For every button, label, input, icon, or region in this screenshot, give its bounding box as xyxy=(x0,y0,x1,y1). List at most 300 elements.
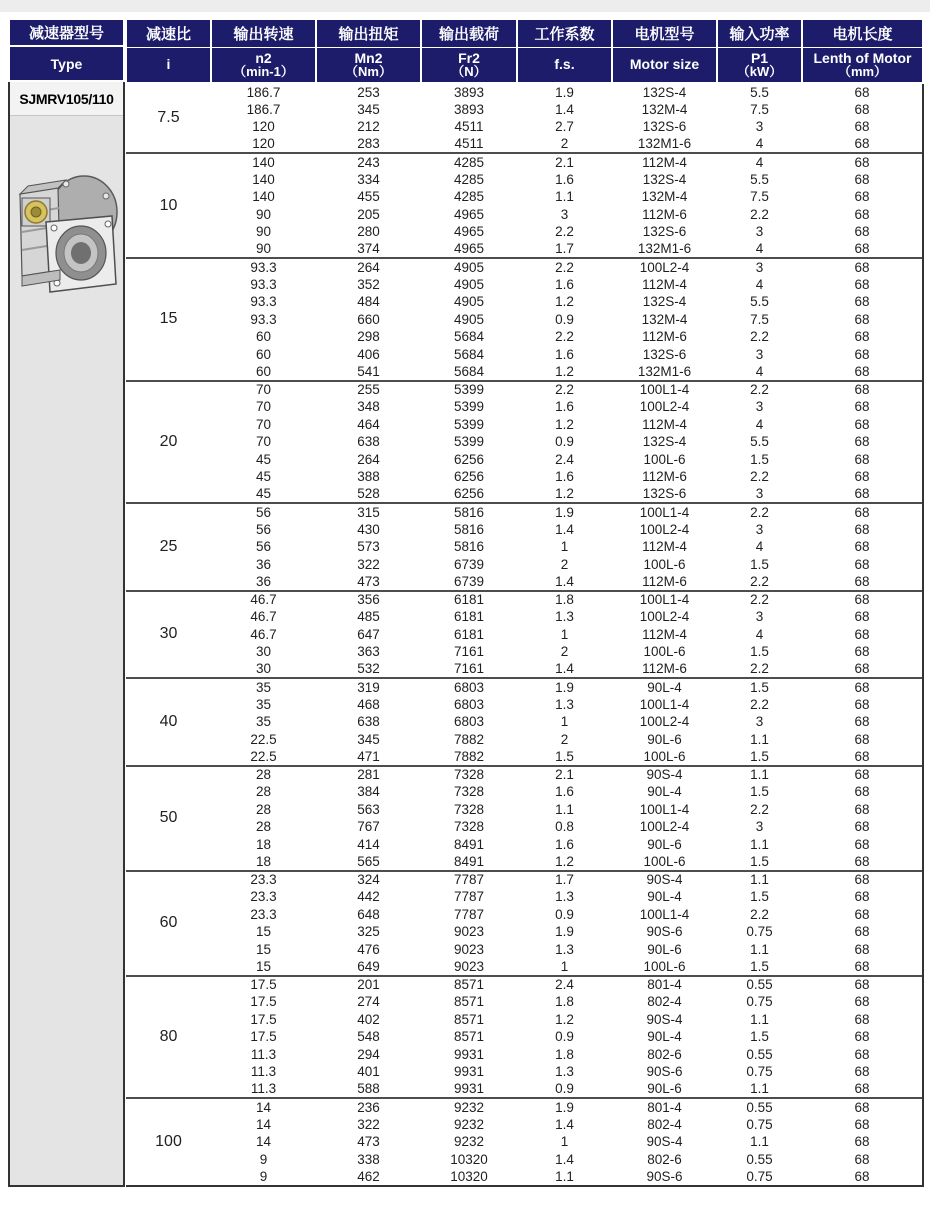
cell-n2: 14 xyxy=(211,1098,316,1116)
cell-fs: 1 xyxy=(517,713,612,731)
cell-mn2: 401 xyxy=(316,1063,421,1081)
cell-mn2: 485 xyxy=(316,608,421,626)
ratio-cell: 40 xyxy=(126,678,211,766)
cell-fr2: 9023 xyxy=(421,958,517,976)
cell-n2: 70 xyxy=(211,381,316,399)
cell-fs: 1.9 xyxy=(517,1098,612,1116)
cell-p1: 4 xyxy=(717,276,802,294)
cell-mn2: 348 xyxy=(316,398,421,416)
cell-p1: 0.75 xyxy=(717,1168,802,1186)
cell-p1: 1.5 xyxy=(717,853,802,871)
cell-motor-size: 100L-6 xyxy=(612,451,717,469)
cell-fs: 1.2 xyxy=(517,363,612,381)
cell-motor-size: 132S-4 xyxy=(612,171,717,189)
cell-fr2: 9931 xyxy=(421,1063,517,1081)
cell-fs: 1.4 xyxy=(517,1151,612,1169)
cell-fs: 1.2 xyxy=(517,293,612,311)
cell-fr2: 4511 xyxy=(421,118,517,136)
cell-motor-length: 68 xyxy=(802,748,923,766)
cell-motor-length: 68 xyxy=(802,83,923,101)
cell-motor-size: 801-4 xyxy=(612,1098,717,1116)
cell-n2: 23.3 xyxy=(211,906,316,924)
cell-motor-length: 68 xyxy=(802,258,923,276)
cell-fr2: 3893 xyxy=(421,101,517,119)
cell-p1: 3 xyxy=(717,258,802,276)
cell-p1: 1.1 xyxy=(717,871,802,889)
cell-n2: 46.7 xyxy=(211,591,316,609)
cell-fr2: 7328 xyxy=(421,783,517,801)
cell-p1: 1.1 xyxy=(717,766,802,784)
cell-motor-size: 90L-4 xyxy=(612,678,717,696)
cell-fr2: 5399 xyxy=(421,416,517,434)
cell-motor-size: 132S-6 xyxy=(612,486,717,504)
cell-fr2: 4285 xyxy=(421,171,517,189)
table-row xyxy=(126,171,923,189)
cell-fs: 1 xyxy=(517,1133,612,1151)
cell-motor-size: 132S-4 xyxy=(612,293,717,311)
cell-motor-size: 100L-6 xyxy=(612,853,717,871)
cell-p1: 4 xyxy=(717,153,802,171)
cell-fr2: 6181 xyxy=(421,608,517,626)
table-row xyxy=(126,433,923,451)
cell-fr2: 9023 xyxy=(421,941,517,959)
cell-motor-size: 90S-4 xyxy=(612,1011,717,1029)
table-row xyxy=(126,976,923,994)
cell-motor-size: 90S-6 xyxy=(612,923,717,941)
model-name: SJMRV105/110 xyxy=(10,82,123,116)
cell-p1: 3 xyxy=(717,346,802,364)
cell-fr2: 5399 xyxy=(421,433,517,451)
table-row xyxy=(126,766,923,784)
cell-p1: 2.2 xyxy=(717,906,802,924)
cell-motor-length: 68 xyxy=(802,906,923,924)
cell-p1: 0.55 xyxy=(717,1046,802,1064)
table-row xyxy=(126,923,923,941)
cell-fr2: 8571 xyxy=(421,1011,517,1029)
cell-n2: 70 xyxy=(211,398,316,416)
cell-fs: 0.9 xyxy=(517,311,612,329)
cell-fr2: 4965 xyxy=(421,223,517,241)
cell-p1: 2.2 xyxy=(717,328,802,346)
cell-mn2: 255 xyxy=(316,381,421,399)
cell-fs: 1.7 xyxy=(517,871,612,889)
type-cell xyxy=(8,82,125,1187)
cell-n2: 23.3 xyxy=(211,871,316,889)
cell-motor-size: 802-4 xyxy=(612,993,717,1011)
table-row xyxy=(126,538,923,556)
cell-p1: 3 xyxy=(717,608,802,626)
table-row xyxy=(126,836,923,854)
cell-mn2: 338 xyxy=(316,1151,421,1169)
cell-mn2: 384 xyxy=(316,783,421,801)
cell-n2: 60 xyxy=(211,346,316,364)
cell-fs: 1.8 xyxy=(517,993,612,1011)
cell-p1: 5.5 xyxy=(717,171,802,189)
cell-motor-size: 112M-6 xyxy=(612,206,717,224)
cell-mn2: 471 xyxy=(316,748,421,766)
cell-fs: 2.7 xyxy=(517,118,612,136)
cell-mn2: 402 xyxy=(316,1011,421,1029)
cell-fr2: 7161 xyxy=(421,661,517,679)
cell-mn2: 565 xyxy=(316,853,421,871)
cell-mn2: 462 xyxy=(316,1168,421,1186)
cell-n2: 120 xyxy=(211,118,316,136)
cell-motor-length: 68 xyxy=(802,311,923,329)
cell-fs: 1.2 xyxy=(517,853,612,871)
table-row xyxy=(126,1081,923,1099)
cell-fr2: 4965 xyxy=(421,241,517,259)
cell-motor-size: 100L2-4 xyxy=(612,258,717,276)
cell-mn2: 468 xyxy=(316,696,421,714)
cell-mn2: 528 xyxy=(316,486,421,504)
table-row xyxy=(126,398,923,416)
cell-n2: 28 xyxy=(211,766,316,784)
cell-fs: 1.3 xyxy=(517,941,612,959)
cell-fs: 1.4 xyxy=(517,573,612,591)
cell-motor-size: 100L2-4 xyxy=(612,608,717,626)
cell-p1: 0.55 xyxy=(717,1098,802,1116)
cell-p1: 1.1 xyxy=(717,836,802,854)
cell-p1: 2.2 xyxy=(717,696,802,714)
cell-fs: 1.1 xyxy=(517,1168,612,1186)
cell-p1: 7.5 xyxy=(717,188,802,206)
cell-motor-size: 90S-4 xyxy=(612,871,717,889)
cell-motor-length: 68 xyxy=(802,118,923,136)
table-row xyxy=(126,941,923,959)
cell-n2: 186.7 xyxy=(211,83,316,101)
cell-n2: 93.3 xyxy=(211,293,316,311)
cell-fs: 2 xyxy=(517,556,612,574)
cell-p1: 0.75 xyxy=(717,1063,802,1081)
cell-fr2: 6803 xyxy=(421,713,517,731)
cell-motor-length: 68 xyxy=(802,468,923,486)
col-header-fs-en: f.s. xyxy=(517,47,612,83)
cell-mn2: 243 xyxy=(316,153,421,171)
cell-fr2: 7787 xyxy=(421,871,517,889)
cell-motor-size: 90L-6 xyxy=(612,836,717,854)
cell-mn2: 253 xyxy=(316,83,421,101)
table-row xyxy=(126,311,923,329)
cell-n2: 15 xyxy=(211,941,316,959)
cell-fs: 1.3 xyxy=(517,888,612,906)
cell-motor-size: 100L2-4 xyxy=(612,818,717,836)
cell-motor-size: 112M-6 xyxy=(612,661,717,679)
cell-n2: 35 xyxy=(211,713,316,731)
cell-motor-length: 68 xyxy=(802,836,923,854)
cell-motor-length: 68 xyxy=(802,363,923,381)
cell-motor-size: 112M-6 xyxy=(612,468,717,486)
table-row xyxy=(126,801,923,819)
cell-motor-size: 802-4 xyxy=(612,1116,717,1134)
table-row xyxy=(126,1011,923,1029)
cell-fs: 1.8 xyxy=(517,1046,612,1064)
table-row xyxy=(126,486,923,504)
cell-motor-length: 68 xyxy=(802,818,923,836)
table-row xyxy=(126,101,923,119)
cell-fs: 2.2 xyxy=(517,223,612,241)
ratio-cell: 80 xyxy=(126,976,211,1099)
cell-p1: 5.5 xyxy=(717,433,802,451)
ratio-cell: 20 xyxy=(126,381,211,504)
col-header-n2-zh: 输出转速 xyxy=(211,19,316,47)
cell-p1: 3 xyxy=(717,713,802,731)
cell-mn2: 274 xyxy=(316,993,421,1011)
cell-fr2: 5399 xyxy=(421,381,517,399)
col-header-length-zh: 电机长度 xyxy=(802,19,923,47)
cell-motor-length: 68 xyxy=(802,153,923,171)
ratio-cell: 50 xyxy=(126,766,211,871)
cell-fs: 0.9 xyxy=(517,1081,612,1099)
cell-p1: 3 xyxy=(717,486,802,504)
cell-mn2: 532 xyxy=(316,661,421,679)
table-row xyxy=(126,661,923,679)
cell-n2: 56 xyxy=(211,538,316,556)
cell-motor-length: 68 xyxy=(802,958,923,976)
cell-motor-length: 68 xyxy=(802,976,923,994)
cell-p1: 3 xyxy=(717,223,802,241)
cell-mn2: 548 xyxy=(316,1028,421,1046)
cell-n2: 15 xyxy=(211,923,316,941)
cell-fs: 1.2 xyxy=(517,416,612,434)
table-row xyxy=(126,678,923,696)
cell-mn2: 298 xyxy=(316,328,421,346)
table-row xyxy=(126,153,923,171)
table-row xyxy=(126,888,923,906)
cell-mn2: 648 xyxy=(316,906,421,924)
cell-fs: 1.3 xyxy=(517,696,612,714)
table-row xyxy=(126,1133,923,1151)
cell-mn2: 473 xyxy=(316,573,421,591)
type-header-en: Type xyxy=(8,46,125,82)
cell-n2: 28 xyxy=(211,801,316,819)
cell-fr2: 8491 xyxy=(421,836,517,854)
cell-fr2: 7328 xyxy=(421,766,517,784)
cell-p1: 1.5 xyxy=(717,678,802,696)
cell-n2: 18 xyxy=(211,853,316,871)
cell-fr2: 5816 xyxy=(421,503,517,521)
cell-fr2: 6181 xyxy=(421,626,517,644)
cell-n2: 140 xyxy=(211,188,316,206)
cell-p1: 0.75 xyxy=(717,923,802,941)
cell-p1: 1.1 xyxy=(717,731,802,749)
table-row xyxy=(126,293,923,311)
cell-motor-size: 802-6 xyxy=(612,1151,717,1169)
cell-motor-size: 90L-4 xyxy=(612,783,717,801)
cell-mn2: 638 xyxy=(316,713,421,731)
cell-mn2: 283 xyxy=(316,136,421,154)
cell-fs: 1.9 xyxy=(517,503,612,521)
cell-p1: 3 xyxy=(717,521,802,539)
cell-fr2: 6803 xyxy=(421,678,517,696)
cell-n2: 93.3 xyxy=(211,276,316,294)
cell-fs: 0.9 xyxy=(517,906,612,924)
table-row xyxy=(126,906,923,924)
cell-fs: 2.2 xyxy=(517,258,612,276)
cell-n2: 70 xyxy=(211,416,316,434)
table-row xyxy=(126,853,923,871)
cell-motor-size: 112M-4 xyxy=(612,626,717,644)
cell-mn2: 322 xyxy=(316,556,421,574)
cell-mn2: 660 xyxy=(316,311,421,329)
cell-fr2: 9232 xyxy=(421,1116,517,1134)
cell-mn2: 455 xyxy=(316,188,421,206)
cell-fr2: 6739 xyxy=(421,573,517,591)
cell-motor-length: 68 xyxy=(802,1116,923,1134)
table-row xyxy=(126,748,923,766)
cell-motor-length: 68 xyxy=(802,1063,923,1081)
table-row xyxy=(126,1098,923,1116)
table-row xyxy=(126,958,923,976)
table-row xyxy=(126,713,923,731)
cell-motor-size: 132M-4 xyxy=(612,311,717,329)
cell-p1: 2.2 xyxy=(717,206,802,224)
cell-n2: 17.5 xyxy=(211,993,316,1011)
cell-p1: 2.2 xyxy=(717,381,802,399)
cell-motor-length: 68 xyxy=(802,188,923,206)
cell-p1: 1.1 xyxy=(717,1133,802,1151)
cell-fr2: 9931 xyxy=(421,1081,517,1099)
cell-n2: 14 xyxy=(211,1116,316,1134)
cell-fs: 2 xyxy=(517,643,612,661)
table-row xyxy=(126,223,923,241)
cell-mn2: 767 xyxy=(316,818,421,836)
cell-motor-length: 68 xyxy=(802,591,923,609)
cell-motor-size: 112M-4 xyxy=(612,538,717,556)
cell-motor-length: 68 xyxy=(802,696,923,714)
table-row xyxy=(126,643,923,661)
ratio-cell: 100 xyxy=(126,1098,211,1186)
cell-p1: 2.2 xyxy=(717,591,802,609)
cell-motor-size: 802-6 xyxy=(612,1046,717,1064)
cell-fs: 2.1 xyxy=(517,766,612,784)
cell-motor-size: 90L-4 xyxy=(612,888,717,906)
cell-n2: 140 xyxy=(211,153,316,171)
cell-fr2: 4905 xyxy=(421,258,517,276)
cell-fr2: 4511 xyxy=(421,136,517,154)
ratio-cell: 25 xyxy=(126,503,211,591)
cell-mn2: 264 xyxy=(316,451,421,469)
cell-p1: 0.75 xyxy=(717,993,802,1011)
cell-fr2: 4965 xyxy=(421,206,517,224)
cell-p1: 2.2 xyxy=(717,503,802,521)
cell-p1: 7.5 xyxy=(717,311,802,329)
cell-mn2: 324 xyxy=(316,871,421,889)
cell-fs: 3 xyxy=(517,206,612,224)
col-header-mn2-en: Mn2 （Nm） xyxy=(316,47,421,83)
cell-fr2: 4905 xyxy=(421,293,517,311)
cell-motor-size: 112M-6 xyxy=(612,328,717,346)
table-row xyxy=(126,328,923,346)
cell-fr2: 8491 xyxy=(421,853,517,871)
cell-motor-length: 68 xyxy=(802,661,923,679)
cell-motor-length: 68 xyxy=(802,1028,923,1046)
cell-motor-length: 68 xyxy=(802,328,923,346)
cell-p1: 7.5 xyxy=(717,101,802,119)
cell-mn2: 388 xyxy=(316,468,421,486)
cell-motor-size: 132M1-6 xyxy=(612,363,717,381)
cell-motor-size: 100L1-4 xyxy=(612,801,717,819)
ratio-cell: 7.5 xyxy=(126,83,211,153)
cell-fs: 1 xyxy=(517,958,612,976)
cell-motor-length: 68 xyxy=(802,853,923,871)
cell-motor-length: 68 xyxy=(802,451,923,469)
table-row xyxy=(126,1151,923,1169)
ratio-cell: 10 xyxy=(126,153,211,258)
cell-n2: 35 xyxy=(211,678,316,696)
cell-fs: 0.9 xyxy=(517,1028,612,1046)
cell-motor-size: 100L-6 xyxy=(612,748,717,766)
cell-mn2: 345 xyxy=(316,731,421,749)
cell-motor-size: 132S-6 xyxy=(612,346,717,364)
cell-n2: 45 xyxy=(211,468,316,486)
ratio-cell: 30 xyxy=(126,591,211,679)
cell-fs: 1.9 xyxy=(517,83,612,101)
cell-p1: 1.5 xyxy=(717,643,802,661)
cell-mn2: 319 xyxy=(316,678,421,696)
table-row xyxy=(126,1028,923,1046)
cell-motor-length: 68 xyxy=(802,608,923,626)
cell-p1: 5.5 xyxy=(717,293,802,311)
cell-motor-size: 132M1-6 xyxy=(612,241,717,259)
cell-fr2: 5816 xyxy=(421,538,517,556)
cell-mn2: 236 xyxy=(316,1098,421,1116)
cell-p1: 1.5 xyxy=(717,451,802,469)
page-top-strip xyxy=(0,0,930,12)
cell-fs: 1.1 xyxy=(517,801,612,819)
cell-n2: 30 xyxy=(211,661,316,679)
cell-p1: 4 xyxy=(717,416,802,434)
cell-motor-length: 68 xyxy=(802,136,923,154)
cell-fr2: 5816 xyxy=(421,521,517,539)
cell-n2: 28 xyxy=(211,818,316,836)
cell-fs: 2 xyxy=(517,731,612,749)
cell-motor-size: 100L1-4 xyxy=(612,591,717,609)
cell-motor-length: 68 xyxy=(802,941,923,959)
cell-fs: 2.2 xyxy=(517,381,612,399)
cell-motor-size: 132S-4 xyxy=(612,83,717,101)
cell-n2: 35 xyxy=(211,696,316,714)
cell-motor-length: 68 xyxy=(802,416,923,434)
cell-fs: 1.8 xyxy=(517,591,612,609)
header-row-zh xyxy=(126,19,923,47)
cell-p1: 0.75 xyxy=(717,1116,802,1134)
cell-fs: 1.3 xyxy=(517,608,612,626)
table-header xyxy=(126,19,923,83)
cell-p1: 1.1 xyxy=(717,941,802,959)
cell-motor-size: 100L2-4 xyxy=(612,398,717,416)
cell-motor-size: 112M-4 xyxy=(612,153,717,171)
cell-motor-length: 68 xyxy=(802,293,923,311)
table-row xyxy=(126,1168,923,1186)
cell-motor-size: 90L-6 xyxy=(612,731,717,749)
table-row xyxy=(126,696,923,714)
cell-fr2: 5399 xyxy=(421,398,517,416)
cell-motor-size: 90L-6 xyxy=(612,941,717,959)
table-row xyxy=(126,188,923,206)
cell-motor-length: 68 xyxy=(802,101,923,119)
cell-n2: 93.3 xyxy=(211,258,316,276)
cell-motor-length: 68 xyxy=(802,398,923,416)
cell-mn2: 563 xyxy=(316,801,421,819)
cell-mn2: 430 xyxy=(316,521,421,539)
table-row xyxy=(126,626,923,644)
cell-fr2: 10320 xyxy=(421,1168,517,1186)
cell-n2: 90 xyxy=(211,241,316,259)
cell-fs: 1.5 xyxy=(517,748,612,766)
table-row xyxy=(126,1063,923,1081)
cell-n2: 30 xyxy=(211,643,316,661)
cell-motor-size: 100L1-4 xyxy=(612,381,717,399)
